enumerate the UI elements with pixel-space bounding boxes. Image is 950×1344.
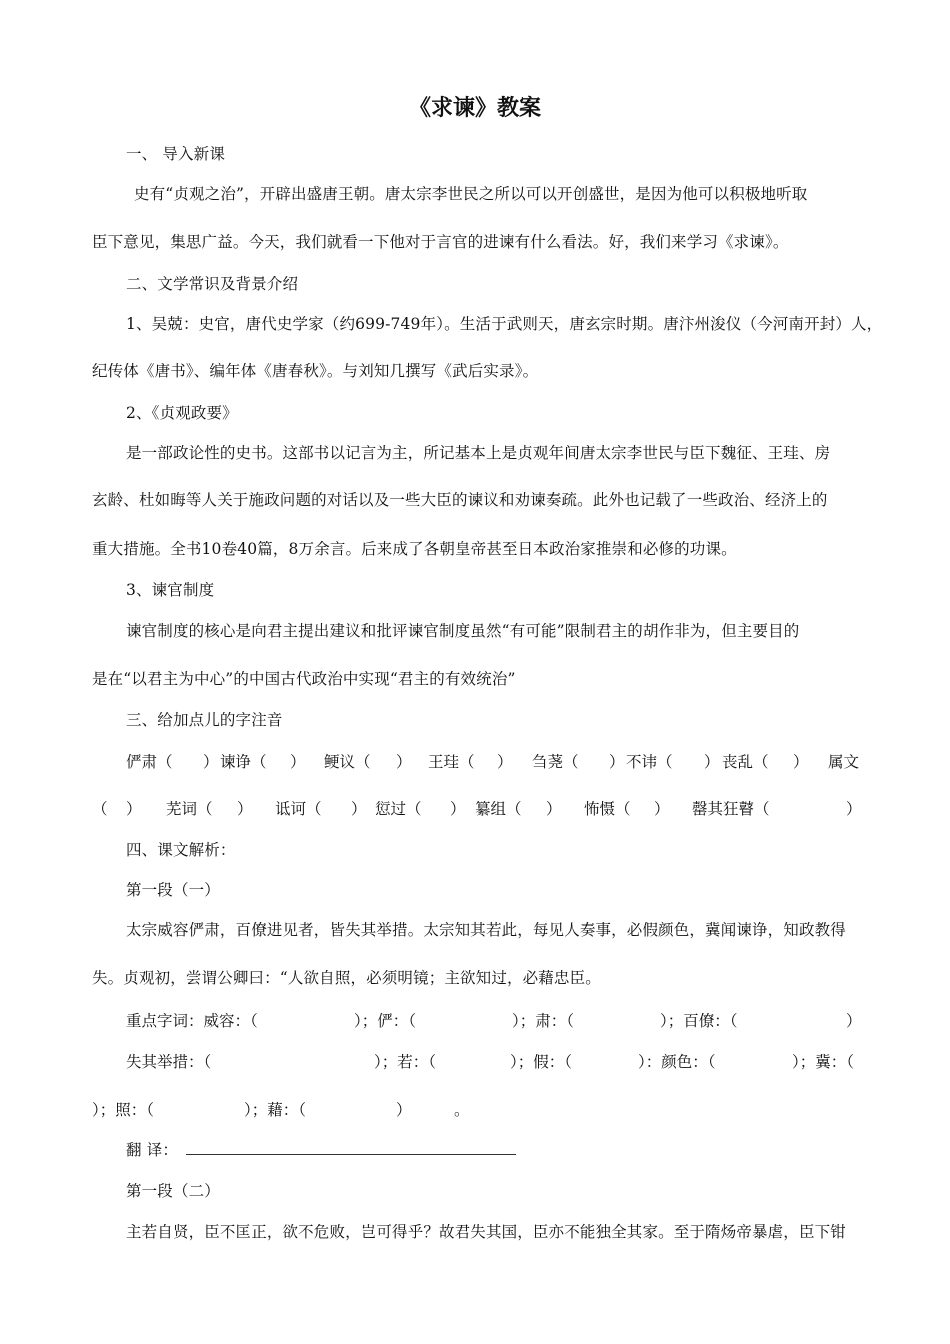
blank-item: ）	[351, 800, 367, 818]
blank-item: 芜词（	[166, 800, 213, 818]
keyword-row	[92, 1098, 862, 1120]
keyword-row	[92, 1009, 862, 1031]
blank-item: 愆过（	[375, 800, 422, 818]
blank-item: ）	[546, 800, 562, 818]
translation-row	[126, 1139, 862, 1161]
blank-item: ）	[290, 753, 306, 771]
blank-item: ）	[450, 800, 466, 818]
blank-item: 刍荛（	[532, 753, 579, 771]
subsection-heading: 3、谏官制度	[126, 581, 215, 599]
paragraph-line: 太宗威容俨肃，百僚进见者，皆失其举措。太宗知其若此，每见人奏事，必假颜色，冀闻谏诤，知政教得	[126, 921, 846, 939]
blank-item: ）	[609, 753, 625, 771]
paragraph-line: 1、吴兢：史官，唐代史学家（约699-749年）。生活于武则天，唐玄宗时期。唐汴州浚仪（今河南开封）人，	[126, 315, 883, 333]
keyword-item: 重点字词：威容：（	[126, 1012, 258, 1030]
blank-item: 谏诤（	[220, 753, 267, 771]
blank-item: 属文	[828, 753, 860, 771]
blank-item: 鲠议（	[324, 753, 371, 771]
blank-item: ）	[497, 753, 513, 771]
blank-item: ）	[203, 753, 219, 771]
paragraph-line: 玄龄、杜如晦等人关于施政问题的对话以及一些大臣的谏议和劝谏奏疏。此外也记载了一些政治、经济上的	[92, 491, 828, 509]
keyword-item: ）；藉：（	[244, 1101, 307, 1119]
blank-item: 纂组（	[475, 800, 522, 818]
blank-item: ）	[793, 753, 809, 771]
paragraph-line: 臣下意见，集思广益。今天，我们就看一下他对于言官的进谏有什么看法。好，我们来学习《求谏》。	[92, 233, 789, 251]
blank-item: ）	[396, 753, 412, 771]
keyword-item: ）；照：（	[92, 1101, 155, 1119]
blank-item: （	[92, 800, 108, 818]
blank-item: ）	[237, 800, 253, 818]
keyword-row	[92, 1050, 862, 1072]
translation-blank[interactable]	[186, 1140, 516, 1155]
blank-item: 怖慑（	[584, 800, 631, 818]
keyword-item: ）；假：（	[510, 1053, 573, 1071]
translation-label: 翻 译：	[126, 1141, 179, 1159]
page-title: 《求谏》教案	[408, 96, 541, 121]
pronunciation-row	[92, 750, 862, 772]
section-heading-background: 二、文学常识及背景介绍	[126, 275, 299, 293]
paragraph-line: 失。贞观初，尝谓公卿曰：“人欲自照，必须明镜；主欲知过，必藉忠臣。	[92, 969, 601, 987]
subsection-heading: 2、《贞观政要》	[126, 404, 238, 422]
blank-item: ）	[704, 753, 720, 771]
keyword-item: ）；肃：（	[512, 1012, 575, 1030]
keyword-item: 失其举措：（	[126, 1053, 212, 1071]
paragraph-label: 第一段（一）	[126, 881, 220, 899]
keyword-item: ）：颜色：（	[638, 1053, 716, 1071]
blank-item: ）	[654, 800, 670, 818]
keyword-item: ）；百僚：（	[660, 1012, 738, 1030]
keyword-item: ）；俨：（	[354, 1012, 417, 1030]
blank-item: 王珪（	[428, 753, 475, 771]
paragraph-line: 纪传体《唐书》、编年体《唐春秋》。与刘知几撰写《武后实录》。	[92, 362, 539, 380]
paragraph-label: 第一段（二）	[126, 1182, 220, 1200]
keyword-item: 。	[454, 1101, 470, 1119]
keyword-item: ）	[846, 1012, 862, 1030]
paragraph-line: 是在“以君主为中心”的中国古代政治中实现“君主的有效统治”	[92, 670, 516, 688]
paragraph-line: 主若自贤，臣不匡正，欲不危败，岂可得乎？故君失其国，臣亦不能独全其家。至于隋炀帝暴虐，臣下钳	[126, 1223, 846, 1241]
section-heading-pronunciation: 三、给加点儿的字注音	[126, 711, 283, 729]
blank-item: 丧乱（	[722, 753, 769, 771]
blank-item: 不讳（	[626, 753, 673, 771]
keyword-item: ）；冀：（	[792, 1053, 855, 1071]
blank-item: ）	[126, 800, 142, 818]
section-heading-analysis: 四、课文解析：	[126, 841, 236, 859]
keyword-item: ）；若：（	[374, 1053, 437, 1071]
keyword-item: ）	[396, 1101, 412, 1119]
paragraph-line: 重大措施。全书10卷40篇，8万余言。后来成了各朝皇帝甚至日本政治家推崇和必修的功课。	[92, 540, 737, 558]
paragraph-line: 谏官制度的核心是向君主提出建议和批评谏官制度虽然“有可能”限制君主的胡作非为，但主要目的	[126, 622, 800, 640]
blank-item: 俨肃（	[126, 753, 173, 771]
blank-item: ）	[846, 800, 862, 818]
section-heading-intro: 一、 导入新课	[126, 145, 225, 163]
blank-item: 罄其狂瞽（	[692, 800, 770, 818]
paragraph-line: 是一部政论性的史书。这部书以记言为主，所记基本上是贞观年间唐太宗李世民与臣下魏征、王珪、房	[126, 444, 831, 462]
pronunciation-row	[92, 797, 862, 819]
paragraph-line: 史有“贞观之治”，开辟出盛唐王朝。唐太宗李世民之所以可以开创盛世，是因为他可以积极地听取	[134, 185, 808, 203]
blank-item: 诋诃（	[275, 800, 322, 818]
